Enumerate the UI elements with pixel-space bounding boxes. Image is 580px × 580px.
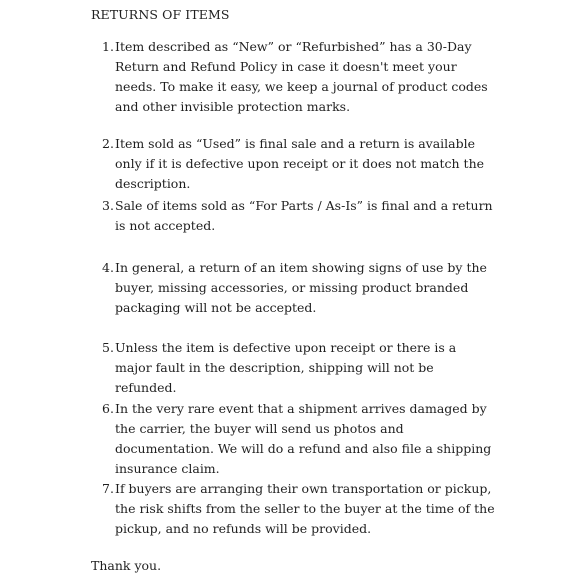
item-number: 2. — [102, 136, 114, 151]
item-number: 5. — [102, 340, 114, 355]
policy-item-2 — [102, 134, 495, 194]
policy-item-7 — [102, 479, 495, 539]
policy-item-5 — [102, 338, 495, 398]
policy-item-3 — [102, 196, 495, 236]
policy-item-1 — [102, 37, 495, 117]
policy-item-6 — [102, 399, 495, 479]
document-heading: RETURNS OF ITEMS — [91, 7, 230, 22]
item-number: 4. — [102, 260, 114, 275]
closing-text: Thank you. — [91, 558, 162, 573]
item-number: 6. — [102, 401, 114, 416]
item-text: Item described as “New” or “Refurbished” has a 30-Day Return and Refund Policy in case it doesn't meet your needs. To make it easy, we keep a journal of product codes and other invisible protection marks. — [115, 39, 488, 114]
item-text: In general, a return of an item showing signs of use by the buyer, missing accessories, or missing product branded packaging will not be accepted. — [115, 260, 487, 315]
item-number: 3. — [102, 198, 114, 213]
item-number: 7. — [102, 481, 114, 496]
item-text: Unless the item is defective upon receipt or there is a major fault in the description, shipping will not be refunded. — [115, 340, 457, 395]
item-number: 1. — [102, 39, 114, 54]
item-text: Item sold as “Used” is final sale and a return is available only if it is defective upon receipt or it does not match the description. — [115, 136, 485, 191]
policy-item-4 — [102, 258, 495, 318]
item-text: If buyers are arranging their own transportation or pickup, the risk shifts from the seller to the buyer at the time of the pickup, and no refunds will be provided. — [115, 481, 495, 536]
item-text: In the very rare event that a shipment arrives damaged by the carrier, the buyer will send us photos and documentation. We will do a refund and also file a shipping insurance claim. — [115, 401, 492, 476]
item-text: Sale of items sold as “For Parts / As-Is” is final and a return is not accepted. — [115, 198, 493, 233]
